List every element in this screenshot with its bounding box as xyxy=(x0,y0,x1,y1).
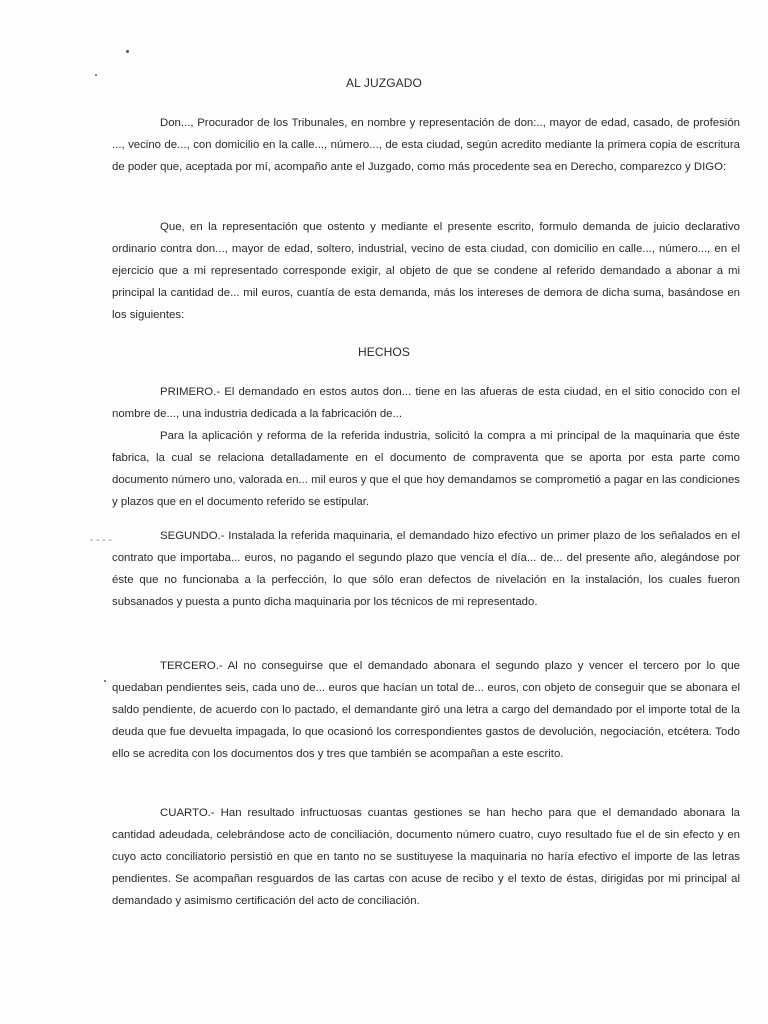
facts-heading: HECHOS xyxy=(358,345,410,359)
fact-segundo: SEGUNDO.- Instalada la referida maquinaria, el demandado hizo efectivo un primer plazo de los señalados en el contrato que importaba... euros, no pagando el segundo plazo que vencía el día... de... del presente año, alegándose por éste que no funcionaba a la perfección, lo que sólo eran defectos de nivelación en la instalación, los cuales fueron subsanados y puesta a punto dicha maquinaria por los técnicos de mi representado. xyxy=(112,530,740,608)
intro-paragraph-2: Que, en la representación que ostento y mediante el presente escrito, formulo demanda de juicio declarativo ordinario contra don..., mayor de edad, soltero, industrial, vecino de esta ciudad, con domicilio en calle..., número..., en el ejercicio que a mi representado corresponde exigir, al objeto de que se condene al referido demandado a abonar a mi principal la cantidad de... mil euros, cuantía de esta demanda, más los intereses de demora de dicha suma, basándose en los siguientes: xyxy=(112,221,740,321)
document-heading: AL JUZGADO xyxy=(346,76,422,90)
scan-speck xyxy=(104,680,106,682)
fact-primero-continued: Para la aplicación y reforma de la referida industria, solicitó la compra a mi principal de la maquinaria que éste fabrica, la cual se relaciona detalladamente en el documento de compraventa que se aporta por esta parte como documento número uno, valorada en... mil euros y que el que hoy demandamos se comprometió a pagar en las condiciones y plazos que en el documento referido se estipular. xyxy=(112,430,740,508)
scan-speck xyxy=(126,50,129,53)
scan-mark: - - - - xyxy=(90,535,112,546)
fact-primero: PRIMERO.- El demandado en estos autos don... tiene en las afueras de esta ciudad, en el sitio conocido con el nombre de..., una industria dedicada a la fabricación de... xyxy=(112,386,740,420)
intro-paragraph-1: Don..., Procurador de los Tribunales, en nombre y representación de don:.., mayor de edad, casado, de profesión ..., vecino de..., con domicilio en la calle..., número..., de esta ciudad, según acredito mediante la primera copia de escritura de poder que, aceptada por mí, acompaño ante el Juzgado, como más procedente sea en Derecho, comparezco y DIGO: xyxy=(112,117,740,173)
fact-tercero: TERCERO.- Al no conseguirse que el demandado abonara el segundo plazo y vencer el tercero por lo que quedaban pendientes seis, cada uno de... euros que hacían un total de... euros, con objeto de conseguir que se abonara el saldo pendiente, de acuerdo con lo pactado, el demandante giró una letra a cargo del demandado por el importe total de la deuda que fue devuelta impagada, lo que ocasionó los correspondientes gastos de devolución, negociación, etcétera. Todo ello se acredita con los documentos dos y tres que también se acompañan a este escrito. xyxy=(112,660,740,760)
fact-cuarto: CUARTO.- Han resultado infructuosas cuantas gestiones se han hecho para que el demandado abonara la cantidad adeudada, celebrándose acto de conciliación, documento número cuatro, cuyo resultado fue el de sin efecto y en cuyo acto conciliatorio persistió en que en tanto no se sustituyese la maquinaria no haría efectivo el importe de las letras pendientes. Se acompañan resguardos de las cartas con acuse de recibo y el texto de éstas, dirigidas por mi principal al demandado y asimismo certificación del acto de conciliación. xyxy=(112,807,740,907)
